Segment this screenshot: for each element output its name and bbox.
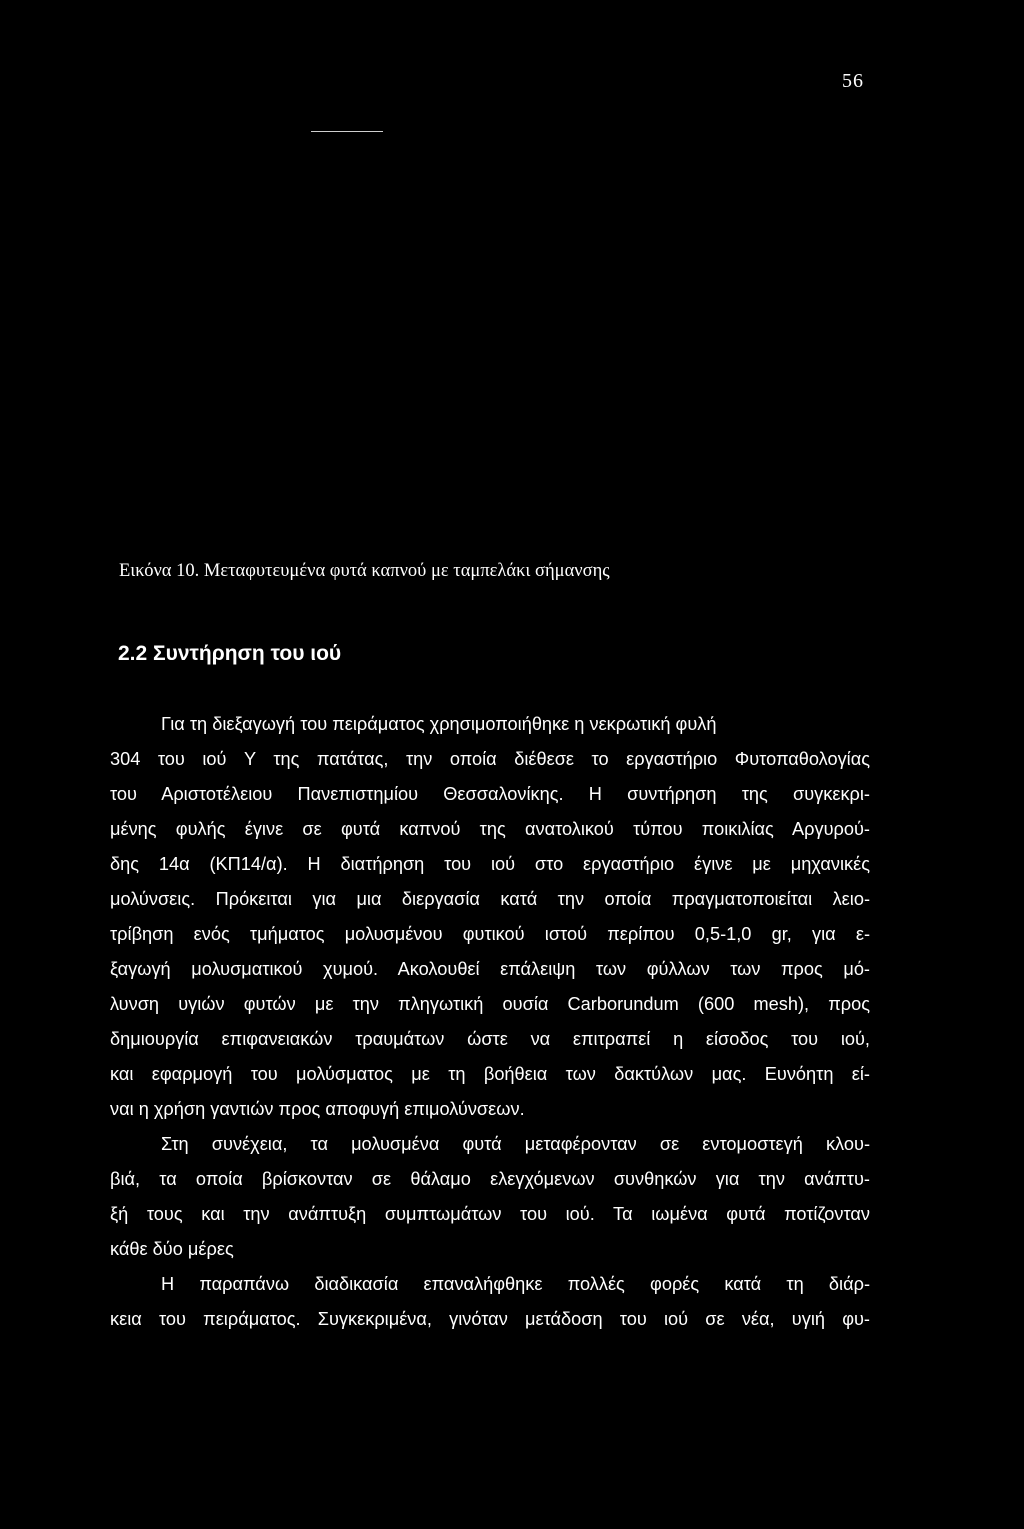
figure-photo-area xyxy=(110,140,870,540)
paragraph-line: βιά, τα οποία βρίσκονταν σε θάλαμο ελεγχόμενων συνθηκών για την ανάπτυ- xyxy=(110,1169,870,1189)
paragraph-line: ναι η χρήση γαντιών προς αποφυγή επιμολύνσεων. xyxy=(110,1099,525,1119)
paragraph-line: κεια του πειράματος. Συγκεκριμένα, γινόταν μετάδοση του ιού σε νέα, υγιή φυ- xyxy=(110,1309,870,1329)
paragraph-line: 304 του ιού Y της πατάτας, την οποία διέθεσε το εργαστήριο Φυτοπαθολογίας xyxy=(110,749,870,769)
paragraph-line: ξή τους και την ανάπτυξη συμπτωμάτων του ιού. Τα ιωμένα φυτά ποτίζονταν xyxy=(110,1204,870,1224)
figure-caption: Εικόνα 10. Μεταφυτευμένα φυτά καπνού με ταμπελάκι σήμανσης xyxy=(119,561,610,581)
paragraph-line: Για τη διεξαγωγή του πειράματος χρησιμοποιήθηκε η νεκρωτική φυλή xyxy=(161,714,717,734)
paragraph-line: του Αριστοτέλειου Πανεπιστημίου Θεσσαλονίκης. Η συντήρηση της συγκεκρι- xyxy=(110,784,870,804)
paragraph-line: και εφαρμογή του μολύσματος με τη βοήθεια των δακτύλων μας. Ευνόητη εί- xyxy=(110,1064,870,1084)
paragraph-line: δημιουργία επιφανειακών τραυμάτων ώστε να επιτραπεί η είσοδος του ιού, xyxy=(110,1029,870,1049)
section-title: 2.2 Συντήρηση του ιού xyxy=(118,642,342,665)
paragraph-line: λυνση υγιών φυτών με την πληγωτική ουσία Carborundum (600 mesh), προς xyxy=(110,994,870,1014)
paragraph-line: μολύνσεις. Πρόκειται για μια διεργασία κατά την οποία πραγματοποιείται λειο- xyxy=(110,889,870,909)
paragraph-line: δης 14α (ΚΠ14/α). Η διατήρηση του ιού στο εργαστήριο έγινε με μηχανικές xyxy=(110,854,870,874)
paragraph-line: τρίβηση ενός τμήματος μολυσμένου φυτικού ιστού περίπου 0,5-1,0 gr, για ε- xyxy=(110,924,870,944)
top-rule xyxy=(311,131,383,132)
page-number: 56 xyxy=(842,70,864,92)
paragraph-line: ξαγωγή μολυσματικού χυμού. Ακολουθεί επάλειψη των φύλλων των προς μό- xyxy=(110,959,870,979)
paragraph-line: κάθε δύο μέρες xyxy=(110,1239,234,1259)
paragraph-line: μένης φυλής έγινε σε φυτά καπνού της ανατολικού τύπου ποικιλίας Αργυρού- xyxy=(110,819,870,839)
paragraph-line: Στη συνέχεια, τα μολυσμένα φυτά μεταφέρονταν σε εντομοστεγή κλου- xyxy=(161,1134,870,1154)
paragraph-line: Η παραπάνω διαδικασία επαναλήφθηκε πολλές φορές κατά τη διάρ- xyxy=(161,1274,870,1294)
